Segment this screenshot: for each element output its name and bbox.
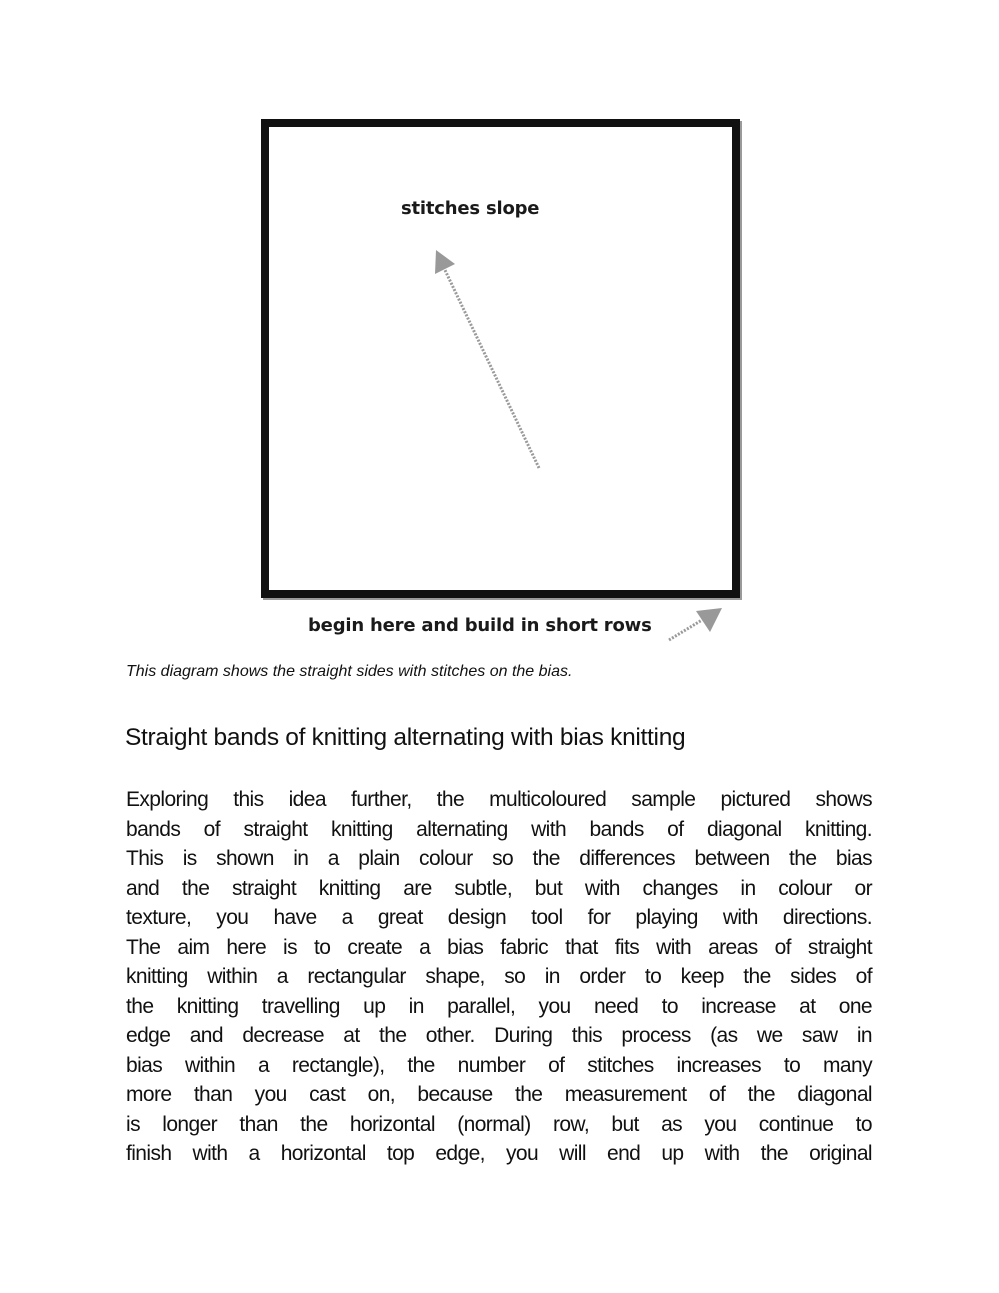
figure-caption: This diagram shows the straight sides with stitches on the bias. (126, 663, 573, 680)
arrow-up-left-icon (435, 250, 539, 468)
paragraph-line: edge and decrease at the other. During this process (as we saw in (126, 1024, 872, 1047)
paragraph-line: finish with a horizontal top edge, you will end up with the original (126, 1142, 872, 1165)
paragraph-line: is longer than the horizontal (normal) row, but as you continue to (126, 1112, 872, 1136)
paragraph-line: bias within a rectangle), the number of stitches increases to many (126, 1053, 872, 1077)
paragraph-line: the knitting travelling up in parallel, you need to increase at one (126, 994, 872, 1018)
paragraph-line: The aim here is to create a bias fabric that fits with areas of straight (126, 935, 872, 959)
arrow-up-right-icon (669, 608, 722, 640)
paragraph-line: knitting within a rectangular shape, so in order to keep the sides of (126, 965, 872, 988)
stitches-slope-label: stitches slope (401, 198, 540, 219)
paragraph-line: bands of straight knitting alternating with bands of diagonal knitting. (126, 817, 872, 841)
paragraph-line: texture, you have a great design tool for playing with directions. (126, 906, 872, 929)
paragraph-line: Exploring this idea further, the multicoloured sample pictured shows (126, 788, 872, 811)
paragraph-line: This is shown in a plain colour so the differences between the bias (126, 847, 872, 870)
paragraph-line: more than you cast on, because the measurement of the diagonal (126, 1083, 872, 1106)
begin-here-label: begin here and build in short rows (308, 615, 652, 636)
section-heading: Straight bands of knitting alternating with bias knitting (125, 724, 686, 751)
paragraph-line: and the straight knitting are subtle, but with changes in colour or (126, 876, 872, 900)
body-paragraph (126, 785, 872, 1169)
